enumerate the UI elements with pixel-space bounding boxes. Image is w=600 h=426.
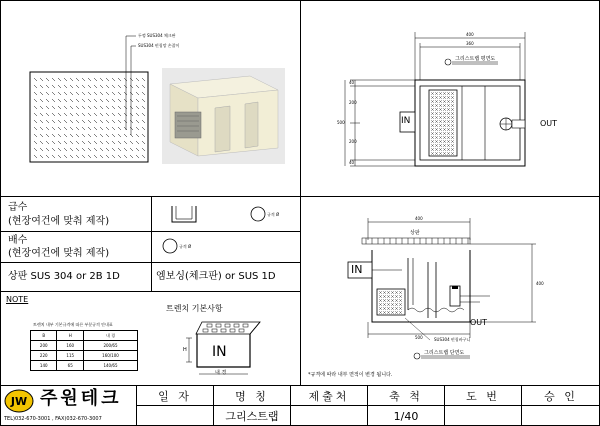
value-date [137,406,214,426]
value-name: 그리스트랩 [214,406,291,426]
cover-callout: 두껑 SUS304 체크판 [138,33,176,38]
plan-dim-outer: 400 [466,32,474,37]
trench-title: 트렌치 기본사항 [166,304,223,313]
trench-width-label: 내 경 [215,370,227,376]
drain-desc: (현장여건에 맞춰 제작) [8,248,110,259]
table-row: 220 115 160/100 [31,351,138,361]
plan-dim-inner: 360 [466,41,474,46]
value-drawing-no [445,406,522,426]
company-contact: TEL)032-670-3001 , FAX)032-670-3007 [4,416,102,422]
section-lid-label: 상판 [410,230,420,236]
section-note: *규격에 따라 내부 면적이 변경 됩니다. [308,372,393,378]
header-name: 명 칭 [214,386,291,405]
header-date: 일 자 [137,386,214,405]
company-name: 주원테크 [40,388,122,409]
plan-dim-total: 500 [337,120,345,125]
filter-callout: SUS304 펀칭망 손잡이 [138,43,180,48]
drain-label: 배수 [8,235,28,246]
trench-in-label: IN [212,344,227,360]
table-row: B H 내 경 [31,331,138,341]
plan-in-label: IN [401,116,411,126]
note-table-title: 트렌치 내부 기본규격에 따른 부분규격 안내표 [33,322,113,327]
plan-dim-4: 200 [349,139,357,144]
plan-title: 그리스트랩 평면도 [455,56,496,62]
svg-text:JW: JW [10,395,28,408]
trench-h-label: H [183,347,187,353]
section-in-label: IN [351,263,363,276]
header-approval: 승 인 [544,389,578,403]
value-approval [522,406,600,426]
section-out-label: OUT [470,318,488,327]
emboss-spec: 엠보싱(체크판) or SUS 1D [156,271,276,282]
header-submit: 제출처 [291,386,368,405]
section-dim-right: 400 [536,281,544,286]
section-dim-top: 400 [415,216,423,221]
plan-dim-2: 200 [349,100,357,105]
value-submit [291,406,368,426]
header-scale: 축 척 [368,386,445,405]
section-filter-label: SUS304 펀칭바구니 [434,337,471,342]
section-dim-bottom: 500 [415,335,423,340]
supply-desc: (현장여건에 맞춰 제작) [8,216,110,227]
table-row: 140 65 140/65 [31,361,138,371]
company-logo [4,389,34,413]
header-drawing-no: 도 번 [445,386,522,405]
supply-label: 급수 [8,202,28,213]
table-row: 200 160 200/65 [31,341,138,351]
section-title: 그리스트랩 단면도 [424,350,465,356]
plan-out-label: OUT [540,119,558,128]
note-heading: NOTE [6,295,29,304]
drain-pipe-size: 규격 Ø [179,244,192,249]
value-scale: 1/40 [368,406,445,426]
plan-dim-5: 40 [349,160,355,165]
plan-dim-1: 40 [349,80,355,85]
supply-pipe-size: 규격 Ø [267,212,280,217]
top-plate-spec: 상판 SUS 304 or 2B 1D [8,271,120,282]
